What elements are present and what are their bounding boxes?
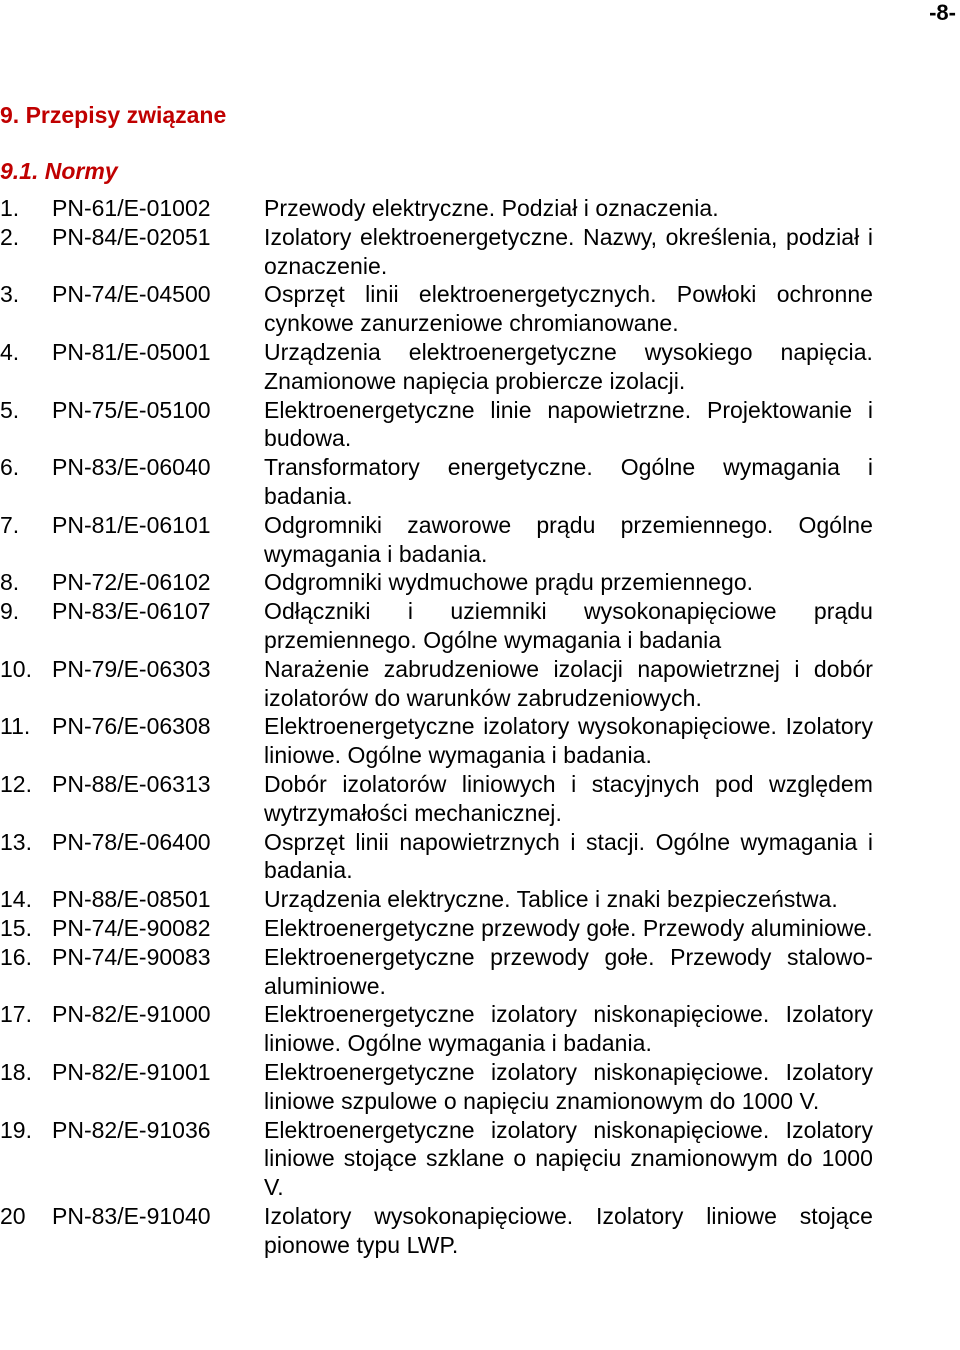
norm-number: 4. xyxy=(0,338,20,365)
norm-code: PN-84/E-02051 xyxy=(52,223,211,250)
norm-code: PN-79/E-06303 xyxy=(52,655,211,682)
norm-number: 11. xyxy=(0,713,31,740)
norm-code: PN-82/E-91000 xyxy=(52,1001,211,1028)
norm-item xyxy=(0,828,960,886)
norm-title: Dobór izolatorów liniowych i stacyjnych pod względem wytrzymałości mechanicznej. xyxy=(264,770,873,826)
norm-title: Elektroenergetyczne przewody gołe. Przewody aluminiowe. xyxy=(264,914,873,941)
norm-title: Odgromniki zaworowe prądu przemiennego. Ogólne wymagania i badania. xyxy=(264,511,873,567)
norm-title: Osprzęt linii napowietrznych i stacji. Ogólne wymagania i badania. xyxy=(264,828,873,884)
norm-item xyxy=(0,1000,960,1058)
norm-title: Elektroenergetyczne przewody gołe. Przewody stalowo-aluminiowe. xyxy=(264,943,873,999)
norm-code: PN-88/E-08501 xyxy=(52,886,211,913)
norm-number: 1. xyxy=(0,195,20,221)
norm-code: PN-83/E-06107 xyxy=(52,598,211,625)
norm-number: 15. xyxy=(0,914,32,941)
norm-code: PN-81/E-05001 xyxy=(52,338,211,365)
norm-number: 20 xyxy=(0,1202,26,1229)
norm-number: 6. xyxy=(0,454,20,481)
norm-code: PN-83/E-06040 xyxy=(52,454,211,481)
norm-item xyxy=(0,1116,960,1202)
norm-title: Urządzenia elektryczne. Tablice i znaki bezpieczeństwa. xyxy=(264,886,838,913)
norm-item xyxy=(0,568,960,597)
norm-title: Osprzęt linii elektroenergetycznych. Powłoki ochronne cynkowe zanurzeniowe chromianowane. xyxy=(264,281,873,337)
norm-title: Transformatory energetyczne. Ogólne wymagania i badania. xyxy=(264,454,873,509)
norm-number: 19. xyxy=(0,1116,32,1143)
norm-code: PN-61/E-01002 xyxy=(52,195,211,221)
norm-item xyxy=(0,1058,960,1116)
norm-number: 8. xyxy=(0,569,20,596)
norm-code: PN-74/E-90082 xyxy=(52,914,211,941)
norm-code: PN-78/E-06400 xyxy=(52,828,211,855)
norm-code: PN-82/E-91001 xyxy=(52,1058,211,1085)
norm-title: Przewody elektryczne. Podział i oznaczenia. xyxy=(264,195,719,221)
norm-number: 10. xyxy=(0,655,32,682)
norm-number: 3. xyxy=(0,281,20,308)
norm-code: PN-74/E-90083 xyxy=(52,943,211,970)
norm-code: PN-82/E-91036 xyxy=(52,1116,211,1143)
norm-item xyxy=(0,280,960,338)
norm-title: Odłączniki i uziemniki wysokonapięciowe prądu przemiennego. Ogólne wymagania i badania xyxy=(264,598,873,653)
norm-title: Odgromniki wydmuchowe prądu przemiennego. xyxy=(264,569,754,596)
norm-item xyxy=(0,396,960,454)
norm-item xyxy=(0,655,960,713)
section-heading: 9. Przepisy związane xyxy=(0,102,227,128)
norm-item xyxy=(0,194,960,223)
norm-title: Elektroenergetyczne izolatory wysokonapięciowe. Izolatory liniowe. Ogólne wymagania i badania. xyxy=(264,713,873,769)
subsection-heading: 9.1. Normy xyxy=(0,158,118,184)
norm-title: Izolatory wysokonapięciowe. Izolatory liniowe stojące pionowe typu LWP. xyxy=(264,1202,873,1258)
norm-title: Elektroenergetyczne izolatory niskonapięciowe. Izolatory liniowe szpulowe o napięciu znamionowym do 1000 V. xyxy=(264,1058,873,1114)
norm-title: Urządzenia elektroenergetyczne wysokiego napięcia. Znamionowe napięcia probiercze izolacji. xyxy=(264,338,873,394)
norm-title: Elektroenergetyczne izolatory niskonapięciowe. Izolatory liniowe. Ogólne wymagania i badania. xyxy=(264,1001,873,1057)
norm-code: PN-81/E-06101 xyxy=(52,511,211,538)
norm-item xyxy=(0,511,960,569)
norm-item xyxy=(0,712,960,770)
norm-title: Elektroenergetyczne izolatory niskonapięciowe. Izolatory liniowe stojące szklane o napięciu znamionowym do 1000 V. xyxy=(264,1116,873,1201)
norm-item xyxy=(0,1202,960,1260)
norm-code: PN-76/E-06308 xyxy=(52,713,211,740)
norm-item xyxy=(0,885,960,914)
norm-title: Izolatory elektroenergetyczne. Nazwy, określenia, podział i oznaczenie. xyxy=(264,223,873,279)
norm-title: Narażenie zabrudzeniowe izolacji napowietrznej i dobór izolatorów do warunków zabrudzeniowych. xyxy=(264,655,873,711)
norm-code: PN-72/E-06102 xyxy=(52,569,211,596)
norm-item xyxy=(0,770,960,828)
norm-number: 2. xyxy=(0,223,20,250)
norm-item xyxy=(0,338,960,396)
norm-code: PN-75/E-05100 xyxy=(52,396,211,423)
norm-number: 16. xyxy=(0,943,32,970)
norm-code: PN-74/E-04500 xyxy=(52,281,211,308)
norm-number: 12. xyxy=(0,770,32,797)
page-number: -8- xyxy=(929,0,956,25)
norm-item xyxy=(0,943,960,1001)
norm-number: 13. xyxy=(0,828,32,855)
norm-number: 17. xyxy=(0,1001,32,1028)
norm-number: 18. xyxy=(0,1058,32,1085)
norm-number: 14. xyxy=(0,886,32,913)
norm-number: 7. xyxy=(0,511,20,538)
norm-code: PN-88/E-06313 xyxy=(52,770,211,797)
norm-number: 5. xyxy=(0,396,20,423)
norm-code: PN-83/E-91040 xyxy=(52,1202,211,1229)
norm-item xyxy=(0,597,960,655)
norms-list xyxy=(0,194,960,1259)
norm-item xyxy=(0,914,960,943)
norm-item xyxy=(0,223,960,281)
norm-title: Elektroenergetyczne linie napowietrzne. Projektowanie i budowa. xyxy=(264,396,873,452)
norm-number: 9. xyxy=(0,598,20,625)
norm-item xyxy=(0,453,960,511)
